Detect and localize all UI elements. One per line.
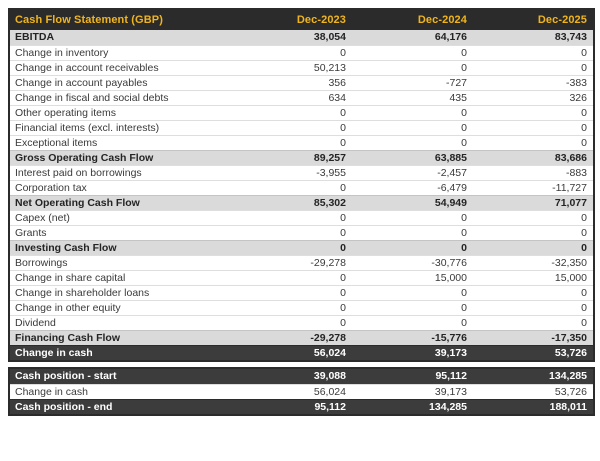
cell-value: -17,350 — [473, 330, 594, 345]
cell-value: 50,213 — [231, 60, 352, 75]
row-label: EBITDA — [9, 30, 231, 45]
cell-value: 53,726 — [473, 345, 594, 361]
cell-value: 0 — [231, 300, 352, 315]
cell-value: 356 — [231, 75, 352, 90]
cell-value: 71,077 — [473, 195, 594, 210]
cell-value: -29,278 — [231, 255, 352, 270]
row-label: Investing Cash Flow — [9, 240, 231, 255]
cell-value: 38,054 — [231, 30, 352, 45]
column-header-dec-2023: Dec-2023 — [231, 9, 352, 30]
column-header-dec-2025: Dec-2025 — [473, 9, 594, 30]
table-row — [9, 120, 594, 135]
cell-value: -11,727 — [473, 180, 594, 195]
cell-value: 188,011 — [473, 399, 594, 415]
cell-value: 56,024 — [231, 384, 352, 399]
cell-value: 0 — [473, 300, 594, 315]
cell-value: 39,088 — [231, 368, 352, 384]
cell-value: 95,112 — [352, 368, 473, 384]
cell-value: 0 — [352, 45, 473, 60]
cell-value: 0 — [473, 315, 594, 330]
table-row — [9, 105, 594, 120]
cell-value: 56,024 — [231, 345, 352, 361]
table-row — [9, 195, 594, 210]
cell-value: 0 — [473, 105, 594, 120]
row-label: Financial items (excl. interests) — [9, 120, 231, 135]
cell-value: -2,457 — [352, 165, 473, 180]
cell-value: 0 — [473, 120, 594, 135]
cell-value: 0 — [231, 240, 352, 255]
cash-position-table — [8, 367, 595, 416]
row-label: Change in fiscal and social debts — [9, 90, 231, 105]
row-label: Change in other equity — [9, 300, 231, 315]
cell-value: 0 — [473, 240, 594, 255]
cell-value: -883 — [473, 165, 594, 180]
cell-value: 0 — [352, 285, 473, 300]
cell-value: 54,949 — [352, 195, 473, 210]
table-row — [9, 345, 594, 361]
table-row — [9, 60, 594, 75]
row-label: Corporation tax — [9, 180, 231, 195]
table-row — [9, 165, 594, 180]
cell-value: 39,173 — [352, 345, 473, 361]
table-row — [9, 399, 594, 415]
row-label: Change in cash — [9, 384, 231, 399]
row-label: Change in inventory — [9, 45, 231, 60]
cell-value: 64,176 — [352, 30, 473, 45]
cell-value: 0 — [231, 285, 352, 300]
table-row — [9, 75, 594, 90]
row-label: Dividend — [9, 315, 231, 330]
cash-flow-statement — [8, 8, 593, 416]
cell-value: 83,743 — [473, 30, 594, 45]
row-label: Change in account receivables — [9, 60, 231, 75]
row-label: Net Operating Cash Flow — [9, 195, 231, 210]
cell-value: 0 — [473, 45, 594, 60]
table-row — [9, 225, 594, 240]
row-label: Other operating items — [9, 105, 231, 120]
cell-value: 0 — [352, 135, 473, 150]
cell-value: 0 — [231, 180, 352, 195]
cell-value: 0 — [231, 105, 352, 120]
cell-value: 0 — [231, 120, 352, 135]
cell-value: 0 — [473, 210, 594, 225]
table-row — [9, 330, 594, 345]
cell-value: 134,285 — [473, 368, 594, 384]
cell-value: -383 — [473, 75, 594, 90]
table-row — [9, 384, 594, 399]
cell-value: 0 — [473, 285, 594, 300]
cell-value: 95,112 — [231, 399, 352, 415]
cell-value: 0 — [231, 210, 352, 225]
table-row — [9, 315, 594, 330]
row-label: Financing Cash Flow — [9, 330, 231, 345]
row-label: Interest paid on borrowings — [9, 165, 231, 180]
cell-value: 0 — [231, 135, 352, 150]
cell-value: 0 — [352, 225, 473, 240]
table-row — [9, 210, 594, 225]
cell-value: 39,173 — [352, 384, 473, 399]
cell-value: -3,955 — [231, 165, 352, 180]
row-label: Borrowings — [9, 255, 231, 270]
row-label: Cash position - end — [9, 399, 231, 415]
row-label: Exceptional items — [9, 135, 231, 150]
row-label: Change in shareholder loans — [9, 285, 231, 300]
cell-value: 0 — [352, 105, 473, 120]
table-row — [9, 45, 594, 60]
table-title: Cash Flow Statement (GBP) — [9, 9, 231, 30]
cell-value: 83,686 — [473, 150, 594, 165]
cell-value: 0 — [231, 315, 352, 330]
row-label: Grants — [9, 225, 231, 240]
cell-value: 0 — [231, 45, 352, 60]
row-label: Capex (net) — [9, 210, 231, 225]
cell-value: 0 — [352, 120, 473, 135]
table-row — [9, 30, 594, 45]
cell-value: 326 — [473, 90, 594, 105]
cell-value: 0 — [473, 60, 594, 75]
cell-value: 435 — [352, 90, 473, 105]
cell-value: 0 — [473, 225, 594, 240]
cell-value: 0 — [352, 60, 473, 75]
row-label: Change in account payables — [9, 75, 231, 90]
cell-value: -15,776 — [352, 330, 473, 345]
cash-flow-table — [8, 8, 595, 362]
cell-value: 0 — [231, 270, 352, 285]
table-header-row — [9, 9, 594, 30]
cell-value: 63,885 — [352, 150, 473, 165]
cell-value: -32,350 — [473, 255, 594, 270]
cell-value: -727 — [352, 75, 473, 90]
cell-value: 134,285 — [352, 399, 473, 415]
cell-value: 0 — [231, 225, 352, 240]
row-label: Change in cash — [9, 345, 231, 361]
cell-value: 53,726 — [473, 384, 594, 399]
cell-value: 85,302 — [231, 195, 352, 210]
column-header-dec-2024: Dec-2024 — [352, 9, 473, 30]
cell-value: -6,479 — [352, 180, 473, 195]
cell-value: 15,000 — [352, 270, 473, 285]
cell-value: -30,776 — [352, 255, 473, 270]
table-row — [9, 150, 594, 165]
cell-value: 0 — [352, 210, 473, 225]
cell-value: 0 — [473, 135, 594, 150]
cell-value: 89,257 — [231, 150, 352, 165]
table-row — [9, 90, 594, 105]
table-row — [9, 368, 594, 384]
cell-value: 0 — [352, 315, 473, 330]
table-row — [9, 135, 594, 150]
row-label: Change in share capital — [9, 270, 231, 285]
table-row — [9, 285, 594, 300]
table-row — [9, 270, 594, 285]
row-label: Gross Operating Cash Flow — [9, 150, 231, 165]
cell-value: 0 — [352, 240, 473, 255]
table-row — [9, 255, 594, 270]
cell-value: 634 — [231, 90, 352, 105]
table-row — [9, 240, 594, 255]
table-row — [9, 180, 594, 195]
cell-value: 0 — [352, 300, 473, 315]
table-row — [9, 300, 594, 315]
cell-value: -29,278 — [231, 330, 352, 345]
row-label: Cash position - start — [9, 368, 231, 384]
cell-value: 15,000 — [473, 270, 594, 285]
